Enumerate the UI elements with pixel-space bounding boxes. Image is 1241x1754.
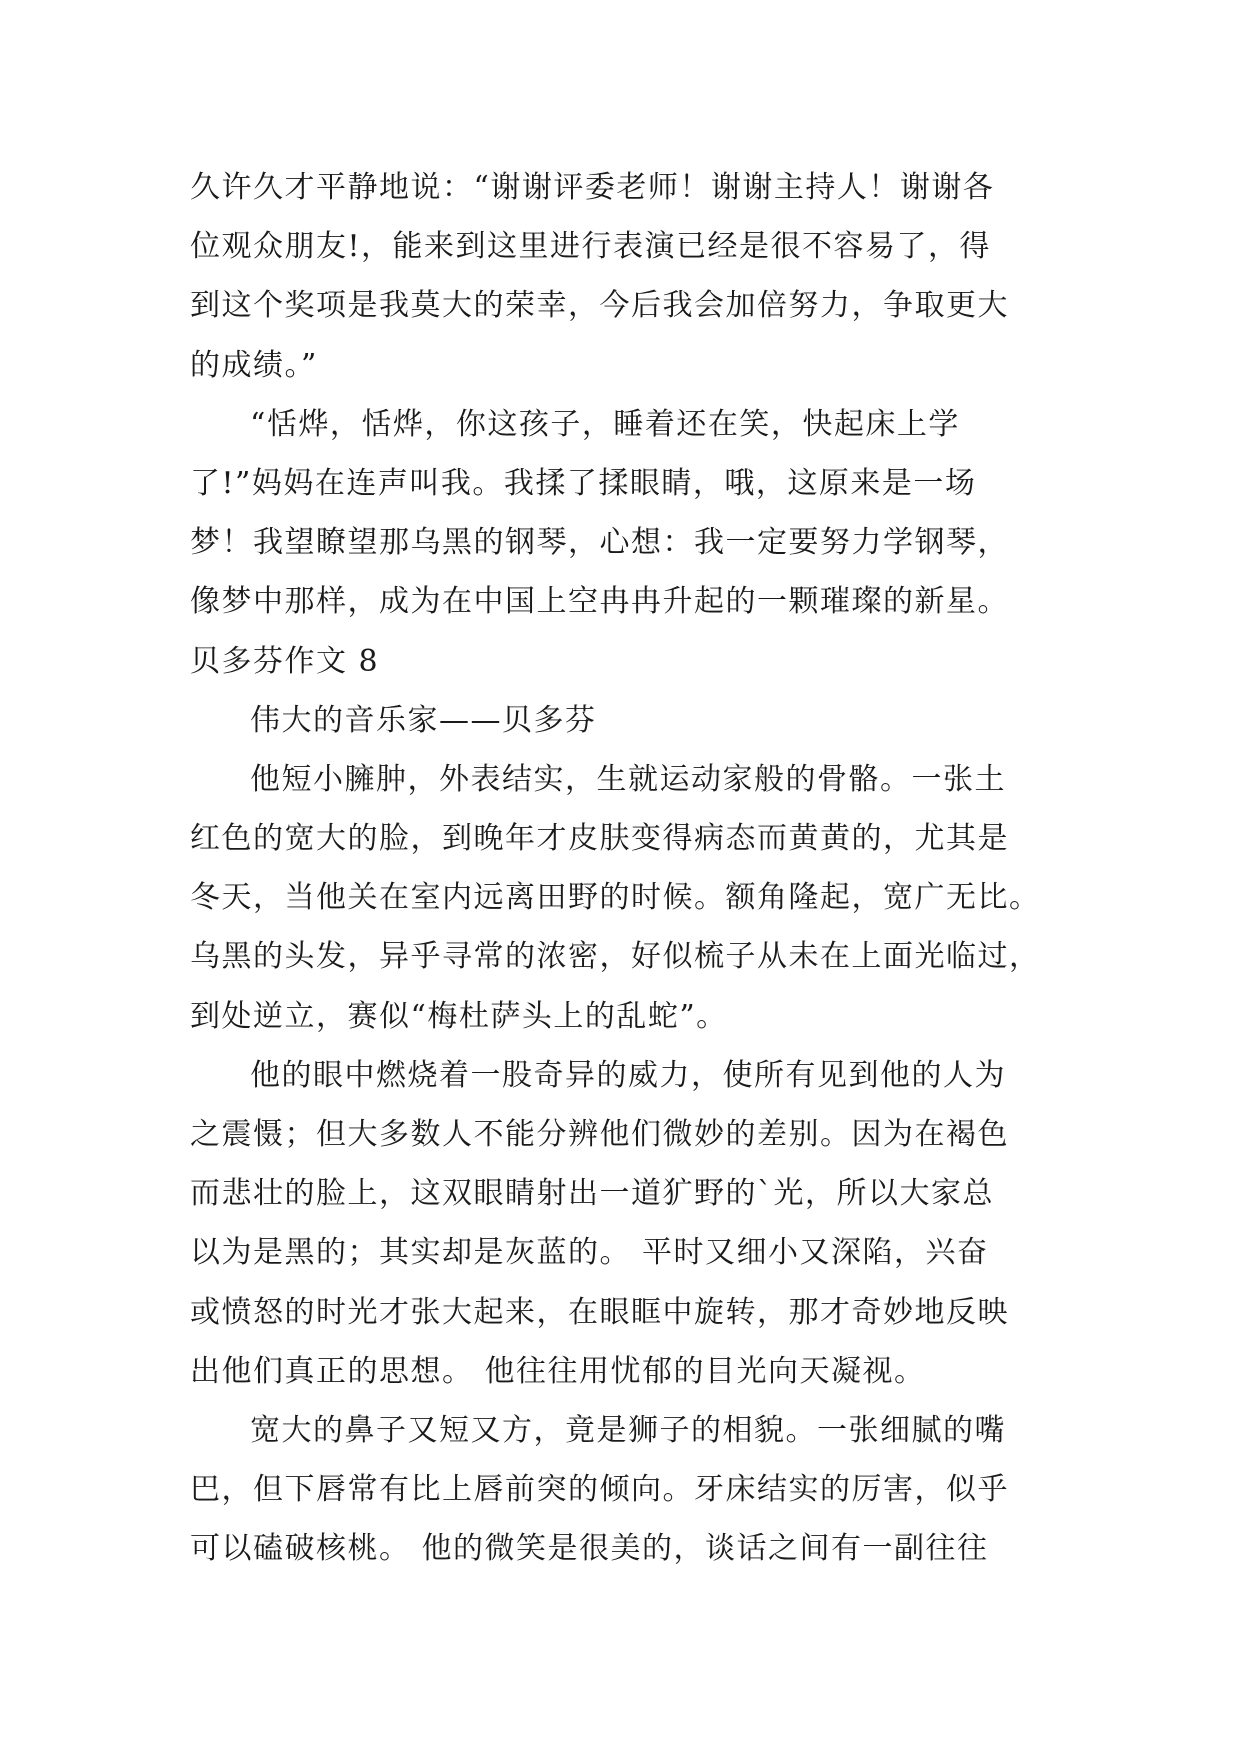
text-line: 梦！我望瞭望那乌黑的钢琴，心想：我一定要努力学钢琴， (190, 525, 1009, 561)
text-line: 他短小臃肿，外表结实，生就运动家般的骨骼。一张土 (250, 761, 1006, 797)
text-line: 了!”妈妈在连声叫我。我揉了揉眼睛，哦，这原来是一场 (190, 465, 977, 501)
text-line: 以为是黑的；其实却是灰蓝的。 平时又细小又深陷，兴奋 (190, 1235, 989, 1271)
text-line: 可以磕破核桃。 他的微笑是很美的，谈话之间有一副往往 (190, 1531, 989, 1567)
text-line: 伟大的音乐家——贝多芬 (250, 702, 597, 738)
text-line: 宽大的鼻子又短又方，竟是狮子的相貌。一张细腻的嘴 (250, 1412, 1006, 1448)
text-line: 位观众朋友!，能来到这里进行表演已经是很不容易了，得 (190, 229, 992, 265)
text-line: 而悲壮的脸上，这双眼睛射出一道犷野的`光，所以大家总 (190, 1176, 994, 1212)
text-line: 冬天，当他关在室内远离田野的时候。额角隆起，宽广无比。 (190, 880, 1041, 916)
text-line: 巴，但下唇常有比上唇前突的倾向。牙床结实的厉害，似乎 (190, 1472, 1009, 1508)
text-line: 贝多芬作文 8 (190, 643, 380, 679)
text-line: 之震慑；但大多数人不能分辨他们微妙的差别。因为在褐色 (190, 1117, 1009, 1152)
text-line: 到这个奖项是我莫大的荣幸，今后我会加倍努力，争取更大 (190, 288, 1009, 324)
text-line: 红色的宽大的脸，到晚年才皮肤变得病态而黄黄的，尤其是 (190, 821, 1009, 857)
text-line: 久许久才平静地说：“谢谢评委老师！谢谢主持人！谢谢各 (190, 170, 995, 205)
text-line: 或愤怒的时光才张大起来，在眼眶中旋转，那才奇妙地反映 (190, 1294, 1009, 1330)
text-line: 乌黑的头发，异乎寻常的浓密，好似梳子从未在上面光临过， (190, 939, 1041, 975)
text-line: 他的眼中燃烧着一股奇异的威力，使所有见到他的人为 (250, 1057, 1006, 1093)
text-line: 像梦中那样，成为在中国上空冉冉升起的一颗璀璨的新星。 (190, 584, 1009, 620)
text-line: 的成绩。” (190, 347, 318, 383)
text-line: 到处逆立，赛似“梅杜萨头上的乱蛇”。 (190, 998, 728, 1034)
document-body (190, 158, 1060, 1579)
text-line: “恬烨，恬烨，你这孩子，睡着还在笑，快起床上学 (250, 406, 960, 442)
text-line: 出他们真正的思想。 他往往用忧郁的目光向天凝视。 (190, 1353, 926, 1389)
